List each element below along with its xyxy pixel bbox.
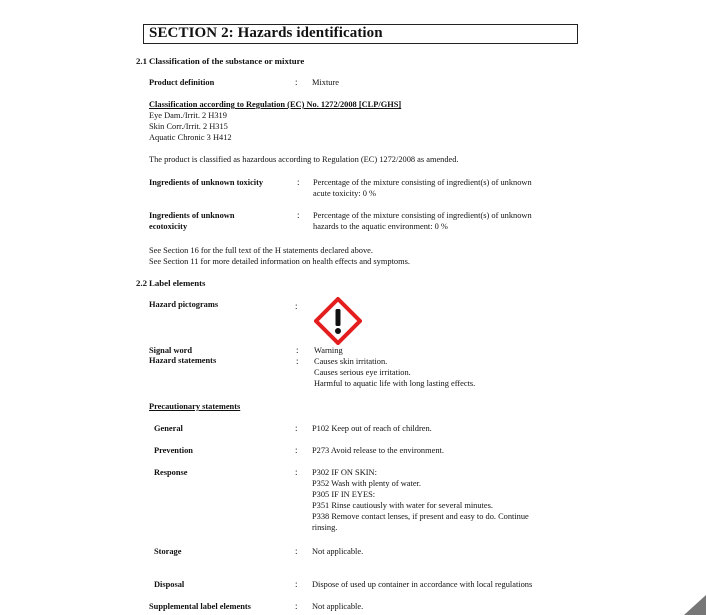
signal-word-value: Warning: [314, 346, 343, 355]
see-section-16: See Section 16 for the full text of the H statements declared above.: [149, 246, 373, 255]
colon: :: [295, 423, 298, 433]
unknown-toxicity-value: Percentage of the mixture consisting of ingredient(s) of unknown: [313, 178, 532, 187]
prevention-value: P273 Avoid release to the environment.: [312, 446, 444, 455]
subsection-heading-2-1: Classification of the substance or mixture: [149, 56, 305, 66]
colon: :: [295, 601, 298, 611]
storage-label: Storage: [154, 547, 182, 556]
general-label: General: [154, 424, 183, 433]
classified-statement: The product is classified as hazardous according to Regulation (EC) 1272/2008 as amended.: [149, 155, 459, 164]
product-definition-label: Product definition: [149, 78, 215, 87]
product-definition-value: Mixture: [312, 78, 339, 87]
response-line: P338 Remove contact lenses, if present and easy to do. Continue: [312, 512, 529, 521]
colon: :: [295, 579, 298, 589]
colon: :: [295, 301, 298, 311]
hazard-statement: Causes skin irritation.: [314, 357, 388, 366]
response-line: P305 IF IN EYES:: [312, 490, 376, 499]
unknown-toxicity-value: acute toxicity: 0 %: [313, 189, 377, 198]
disposal-value: Dispose of used up container in accordance with local regulations: [312, 580, 533, 589]
section-title: SECTION 2: Hazards identification: [149, 25, 383, 41]
response-line: P352 Wash with plenty of water.: [312, 479, 421, 488]
general-value: P102 Keep out of reach of children.: [312, 424, 432, 433]
signal-word-label: Signal word: [149, 346, 193, 355]
supplemental-label: Supplemental label elements: [149, 602, 251, 611]
hazard-pictograms-label: Hazard pictograms: [149, 300, 219, 309]
storage-value: Not applicable.: [312, 547, 364, 556]
unknown-ecotoxicity-label: ecotoxicity: [149, 222, 188, 231]
classification-item: Eye Dam./Irrit. 2 H319: [149, 111, 227, 120]
response-line: P351 Rinse cautiously with water for several minutes.: [312, 501, 493, 510]
hazard-statements-label: Hazard statements: [149, 356, 217, 365]
colon: :: [295, 77, 298, 87]
colon: :: [295, 467, 298, 477]
supplemental-value: Not applicable.: [312, 602, 364, 611]
disposal-label: Disposal: [154, 580, 185, 589]
unknown-ecotoxicity-value: Percentage of the mixture consisting of ingredient(s) of unknown: [313, 211, 532, 220]
colon: :: [296, 345, 299, 355]
classification-heading: Classification according to Regulation (EC) No. 1272/2008 [CLP/GHS]: [149, 100, 402, 109]
unknown-toxicity-label: Ingredients of unknown toxicity: [149, 178, 264, 187]
colon: :: [295, 445, 298, 455]
unknown-ecotoxicity-label: Ingredients of unknown: [149, 211, 235, 220]
exclamation-mark-icon: [314, 297, 362, 345]
unknown-ecotoxicity-value: hazards to the aquatic environment: 0 %: [313, 222, 448, 231]
hazard-statement: Causes serious eye irritation.: [314, 368, 411, 377]
classification-item: Aquatic Chronic 3 H412: [149, 133, 232, 142]
subsection-number-2-2: 2.2: [136, 278, 147, 288]
hazard-statement: Harmful to aquatic life with long lasting effects.: [314, 379, 476, 388]
colon: :: [297, 210, 300, 220]
subsection-number-2-1: 2.1: [136, 56, 147, 66]
subsection-heading-2-2: Label elements: [149, 278, 206, 288]
colon: :: [296, 356, 299, 366]
response-line: rinsing.: [312, 523, 338, 532]
colon: :: [295, 546, 298, 556]
prevention-label: Prevention: [154, 446, 193, 455]
classification-item: Skin Corr./Irrit. 2 H315: [149, 122, 228, 131]
precautionary-heading: Precautionary statements: [149, 402, 241, 411]
see-section-11: See Section 11 for more detailed information on health effects and symptoms.: [149, 257, 410, 266]
section-header-box: [143, 24, 578, 44]
page-corner-fold: [684, 595, 706, 615]
colon: :: [297, 177, 300, 187]
response-label: Response: [154, 468, 188, 477]
response-line: P302 IF ON SKIN:: [312, 468, 377, 477]
